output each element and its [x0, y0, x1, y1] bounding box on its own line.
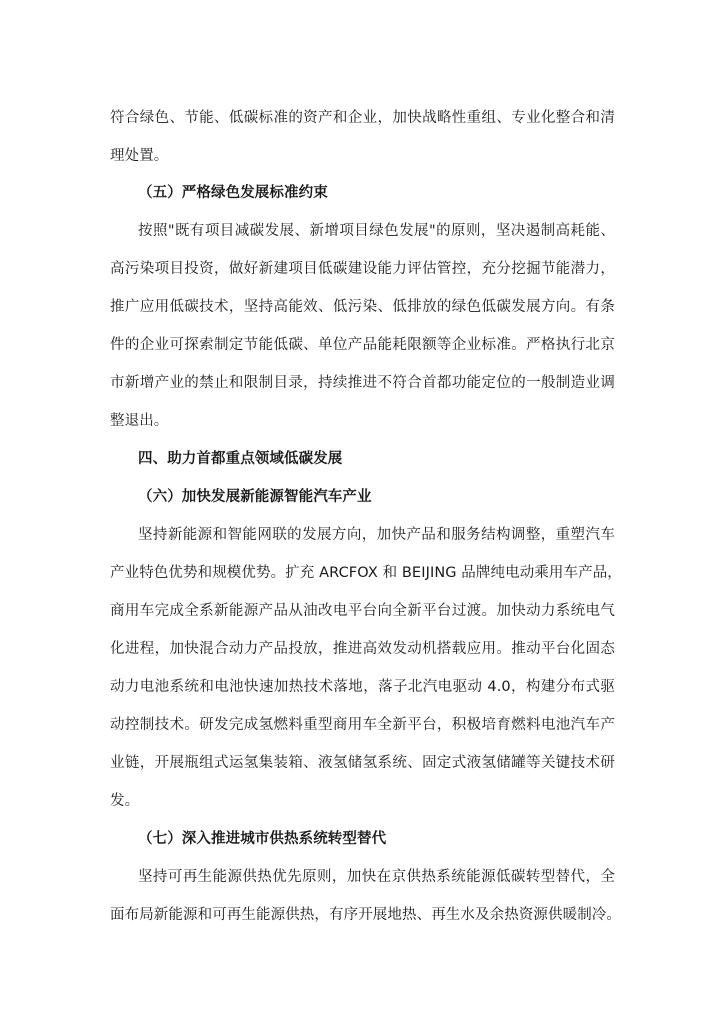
- paragraph-line: 理处置。: [110, 148, 169, 164]
- paragraph-line: 高污染项目投资，做好新建项目低碳建设能力评估管控，充分挖掘节能潜力，: [110, 261, 615, 277]
- paragraph-line: 坚持可再生能源供热优先原则，加快在京供热系统能源低碳转型替代，全: [138, 869, 615, 885]
- paragraph-line: 商用车完成全系新能源产品从油改电平台向全新平台过渡。加快动力系统电气: [110, 603, 615, 619]
- chapter-heading-4: 四、助力首都重点领域低碳发展: [138, 451, 343, 467]
- paragraph-line: 符合绿色、节能、低碳标准的资产和企业，加快战略性重组、专业化整合和清: [110, 110, 615, 126]
- paragraph-line: 发。: [110, 793, 140, 809]
- paragraph-line: 面布局新能源和可再生能源供热，有序开展地热、再生水及余热资源供暖制冷。: [110, 907, 621, 923]
- paragraph-line: 推广应用低碳技术，坚持高能效、低污染、低排放的绿色低碳发展方向。有条: [110, 299, 615, 315]
- paragraph-line: 件的企业可探索制定节能低碳、单位产品能耗限额等企业标准。严格执行北京: [110, 337, 615, 353]
- paragraph-line: 化进程，加快混合动力产品投放，推进高效发动机搭载应用。推动平台化固态: [110, 641, 615, 657]
- paragraph-line: 市新增产业的禁止和限制目录，持续推进不符合首都功能定位的一般制造业调: [110, 375, 615, 391]
- paragraph-line: 产业特色优势和规模优势。扩充 ARCFOX 和 BEIJING 品牌纯电动乘用车产品，: [110, 565, 622, 581]
- paragraph-line: 整退出。: [110, 413, 169, 429]
- section-heading-5: （五）严格绿色发展标准约束: [138, 185, 328, 201]
- paragraph-line: 动控制技术。研发完成氢燃料重型商用车全新平台，积极培育燃料电池汽车产: [110, 717, 615, 733]
- paragraph-line: 动力电池系统和电池快速加热技术落地，落子北汽电驱动 4.0，构建分布式驱: [110, 679, 615, 695]
- paragraph-line: 按照"既有项目减碳发展、新增项目绿色发展"的原则，坚决遏制高耗能、: [138, 223, 615, 239]
- section-heading-7: （七）深入推进城市供热系统转型替代: [138, 831, 387, 847]
- paragraph-line: 坚持新能源和智能网联的发展方向，加快产品和服务结构调整，重塑汽车: [138, 527, 615, 543]
- paragraph-line: 业链，开展瓶组式运氢集装箱、液氢储氢系统、固定式液氢储罐等关键技术研: [110, 755, 615, 771]
- section-heading-6: （六）加快发展新能源智能汽车产业: [138, 489, 372, 505]
